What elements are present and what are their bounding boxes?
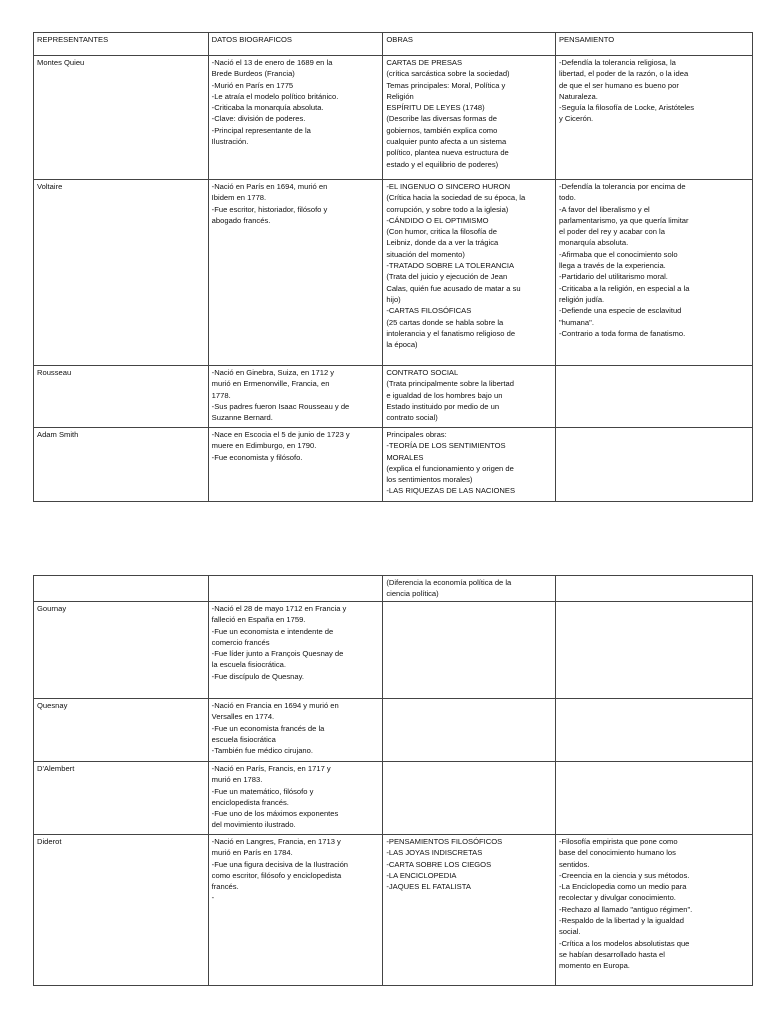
cell-line: e igualdad de los hombres bajo un: [386, 390, 503, 400]
cell-datos-biograficos: [208, 180, 383, 366]
table-row: [34, 428, 753, 502]
cell-line: (Diferencia la economía política de la: [386, 578, 512, 587]
cell-line: MORALES: [386, 452, 424, 462]
cell-obras: [383, 602, 556, 699]
cell-line: -Fue un economista francés de la: [211, 723, 325, 733]
cell-line: de que el ser humano es bueno por: [558, 80, 679, 90]
cell-line: -Nació en Ginebra, Suiza, en 1712 y: [211, 368, 335, 377]
cell-representante: Adam Smith: [34, 428, 209, 502]
cell-line: -Murió en París en 1775: [211, 80, 294, 90]
cell-pensamiento: [555, 366, 752, 428]
cell-line: -La Enciclopedia como un medio para: [558, 882, 687, 892]
cell-datos-biograficos: [208, 699, 383, 762]
cell-line: ESPÍRITU DE LEYES (1748): [386, 103, 485, 113]
cell-line: -Fue discípulo de Quesnay.: [211, 671, 304, 681]
cell-line: -Le atraía el modelo político británico.: [211, 91, 339, 101]
cell-line: estado y el equilibrio de poderes): [386, 159, 499, 169]
cell-line: -: [211, 893, 215, 903]
cell-pensamiento: [555, 762, 752, 835]
cell-line: parlamentarismo, ya que quería limitar: [558, 215, 689, 225]
cell-line: -Defendía la tolerancia por encima de: [558, 182, 686, 191]
cell-representante: Voltaire: [34, 180, 209, 366]
cell-datos-biograficos: [208, 835, 383, 986]
cell-line: -Afirmaba que el conocimiento solo: [558, 249, 678, 259]
table-row: [34, 56, 753, 180]
cell-line: -Nació el 28 de mayo 1712 en Francia y: [211, 604, 347, 613]
cell-line: -Creencia en la ciencia y sus métodos.: [558, 870, 690, 880]
cell-line: -Clave: división de poderes.: [211, 114, 306, 124]
cell-line: -CARTAS FILOSÓFICAS: [386, 306, 472, 316]
header-datos-biograficos: DATOS BIOGRAFICOS: [208, 33, 383, 56]
cell-line: Religión: [386, 91, 414, 101]
cell-obras: [383, 576, 556, 602]
cell-line: Estado instituido por medio de un: [386, 401, 500, 411]
cell-line: corrupción, y sobre todo a la iglesia): [386, 204, 509, 214]
cell-obras: [383, 180, 556, 366]
cell-line: -Fue un matemático, filósofo y: [211, 786, 314, 796]
cell-line: Temas principales: Moral, Política y: [386, 80, 506, 90]
cell-line: se habían desarrollado hasta el: [558, 949, 665, 959]
cell-datos-biograficos: [208, 576, 383, 602]
cell-datos-biograficos: [208, 366, 383, 428]
cell-obras: [383, 762, 556, 835]
cell-line: Calas, quién fue acusado de matar a su: [386, 283, 521, 293]
cell-line: -PENSAMIENTOS FILOSÓFICOS: [386, 837, 503, 846]
cell-line: 1778.: [211, 390, 231, 400]
cell-line: escuela fisiocrática: [211, 734, 276, 744]
cell-line: -Defendía la tolerancia religiosa, la: [558, 58, 676, 67]
cell-line: -CÁNDIDO O EL OPTIMISMO: [386, 215, 489, 225]
cell-line: -Nació en París en 1694, murió en: [211, 182, 328, 191]
cell-line: base del conocimiento humano los: [558, 848, 676, 858]
cell-line: muere en Edimburgo, en 1790.: [211, 441, 317, 451]
cell-line: murió en Ermenonville, Francia, en: [211, 379, 330, 389]
header-row: [34, 33, 753, 56]
cell-line: los sentimientos morales): [386, 475, 473, 485]
cell-line: -Fue una figura decisiva de la Ilustración: [211, 859, 349, 869]
cell-pensamiento: [555, 576, 752, 602]
table-representantes-continued: [33, 575, 753, 986]
cell-pensamiento: [555, 699, 752, 762]
cell-line: Ibidem en 1778.: [211, 193, 267, 203]
cell-line: -CARTA SOBRE LOS CIEGOS: [386, 859, 492, 869]
cell-line: "humana".: [558, 317, 594, 327]
cell-line: recolectar y divulgar conocimiento.: [558, 893, 676, 903]
cell-datos-biograficos: [208, 428, 383, 502]
cell-line: la época): [386, 340, 418, 350]
cell-representante: [34, 576, 209, 602]
cell-line: -Nació en Francia en 1694 y murió en: [211, 701, 339, 710]
cell-line: y Cicerón.: [558, 114, 594, 124]
cell-datos-biograficos: [208, 56, 383, 180]
cell-line: del movimiento ilustrado.: [211, 820, 296, 830]
table-row: [34, 366, 753, 428]
cell-line: Brede Burdeos (Francia): [211, 69, 295, 79]
header-representantes: REPRESENTANTES: [34, 33, 209, 56]
cell-pensamiento: [555, 602, 752, 699]
cell-line: -Principal representante de la: [211, 125, 311, 135]
cell-line: (crítica sarcástica sobre la sociedad): [386, 69, 510, 79]
cell-line: -LAS RIQUEZAS DE LAS NACIONES: [386, 486, 516, 496]
cell-line: -Partidario del utilitarismo moral.: [558, 272, 668, 282]
cell-line: murió en 1783.: [211, 775, 263, 785]
cell-line: abogado francés.: [211, 215, 271, 225]
cell-line: (Trata principalmente sobre la libertad: [386, 379, 514, 389]
table-row: [34, 699, 753, 762]
cell-representante: Quesnay: [34, 699, 209, 762]
cell-line: -JAQUES EL FATALISTA: [386, 882, 471, 892]
cell-obras: [383, 56, 556, 180]
cell-line: Leibniz, donde da a ver la trágica: [386, 238, 499, 248]
cell-datos-biograficos: [208, 602, 383, 699]
cell-obras: [383, 699, 556, 762]
cell-obras: [383, 428, 556, 502]
table-row: [34, 762, 753, 835]
cell-line: -LAS JOYAS INDISCRETAS: [386, 848, 483, 858]
cell-line: el poder del rey y acabar con la: [558, 227, 665, 237]
cell-line: -Sus padres fueron Isaac Rousseau y de: [211, 401, 350, 411]
cell-line: intolerancia y el fanatismo religioso de: [386, 328, 516, 338]
cell-line: libertad, el poder de la razón, o la idea: [558, 69, 689, 79]
cell-line: llega a través de la experiencia.: [558, 261, 666, 271]
cell-line: -Contrario a toda forma de fanatismo.: [558, 328, 686, 338]
cell-line: -Criticaba la monarquía absoluta.: [211, 103, 324, 113]
cell-representante: Rousseau: [34, 366, 209, 428]
cell-line: francés.: [211, 882, 239, 892]
cell-line: Suzanne Bernard.: [211, 413, 273, 423]
cell-line: falleció en España en 1759.: [211, 615, 306, 625]
cell-line: murió en París en 1784.: [211, 848, 293, 858]
cell-line: -Nació en París, Francis, en 1717 y: [211, 764, 331, 773]
cell-line: -Nace en Escocia el 5 de junio de 1723 y: [211, 430, 350, 439]
cell-line: -Respaldo de la libertad y la igualdad: [558, 916, 684, 926]
cell-line: todo.: [558, 193, 576, 203]
cell-obras: [383, 366, 556, 428]
cell-line: -Crítica a los modelos absolutistas que: [558, 938, 690, 948]
cell-line: -TEORÍA DE LOS SENTIMIENTOS: [386, 441, 506, 451]
cell-line: -Fue líder junto a François Quesnay de: [211, 649, 344, 659]
cell-line: -Fue escritor, historiador, filósofo y: [211, 204, 328, 214]
cell-line: -Defiende una especie de esclavitud: [558, 306, 682, 316]
cell-line: -Nació en Langres, Francia, en 1713 y: [211, 837, 341, 846]
cell-line: hijo): [386, 294, 401, 304]
cell-line: Versalles en 1774.: [211, 712, 275, 722]
cell-line: Principales obras:: [386, 430, 447, 439]
cell-line: religión judía.: [558, 294, 605, 304]
cell-pensamiento: [555, 180, 752, 366]
cell-line: (25 cartas donde se habla sobre la: [386, 317, 504, 327]
cell-line: (Trata del juicio y ejecución de Jean: [386, 272, 508, 282]
cell-line: -Criticaba a la religión, en especial a la: [558, 283, 690, 293]
cell-representante: Gournay: [34, 602, 209, 699]
cell-line: ciencia política): [386, 589, 439, 599]
cell-line: gobiernos, también explica como: [386, 125, 498, 135]
cell-line: cualquier punto afecta a un sistema: [386, 137, 507, 147]
cell-line: -Seguía la filosofía de Locke, Aristóteles: [558, 103, 695, 113]
cell-line: CONTRATO SOCIAL: [386, 368, 459, 377]
cell-pensamiento: [555, 835, 752, 986]
cell-line: CARTAS DE PRESAS: [386, 58, 463, 67]
cell-line: -Filosofía empirista que pone como: [558, 837, 678, 846]
cell-line: (Con humor, critica la filosofía de: [386, 227, 497, 237]
cell-representante: Montes Quieu: [34, 56, 209, 180]
cell-line: -Fue un economista e intendente de: [211, 626, 334, 636]
cell-line: -Rechazo al llamado "antiguo régimen".: [558, 904, 693, 914]
header-obras: OBRAS: [383, 33, 556, 56]
cell-line: como escritor, filósofo y enciclopedista: [211, 870, 342, 880]
header-pensamiento: PENSAMIENTO: [555, 33, 752, 56]
cell-line: momento en Europa.: [558, 961, 630, 971]
cell-pensamiento: [555, 428, 752, 502]
cell-line: -Fue economista y filósofo.: [211, 452, 303, 462]
cell-line: la escuela fisiocrática.: [211, 660, 286, 670]
cell-line: político, plantea nueva estructura de: [386, 148, 509, 158]
cell-line: -A favor del liberalismo y el: [558, 204, 650, 214]
cell-representante: Diderot: [34, 835, 209, 986]
table-row: [34, 576, 753, 602]
cell-line: (Crítica hacia la sociedad de su época, la: [386, 193, 526, 203]
cell-line: -EL INGENUO O SINCERO HURON: [386, 182, 511, 191]
cell-line: enciclopedista francés.: [211, 797, 289, 807]
cell-line: monarquía absoluta.: [558, 238, 629, 248]
cell-line: -LA ENCICLOPEDIA: [386, 870, 457, 880]
table-row: [34, 835, 753, 986]
cell-line: Naturaleza.: [558, 91, 598, 101]
cell-line: -Nació el 13 de enero de 1689 en la: [211, 58, 333, 67]
table-row: [34, 602, 753, 699]
cell-obras: [383, 835, 556, 986]
table-representantes: [33, 32, 753, 502]
cell-line: -También fue médico cirujano.: [211, 746, 313, 756]
cell-line: sentidos.: [558, 859, 590, 869]
cell-line: comercio francés: [211, 637, 270, 647]
cell-datos-biograficos: [208, 762, 383, 835]
cell-representante: D'Alembert: [34, 762, 209, 835]
cell-line: -Fue uno de los máximos exponentes: [211, 809, 339, 819]
cell-line: Ilustración.: [211, 137, 249, 147]
table-row: [34, 180, 753, 366]
cell-pensamiento: [555, 56, 752, 180]
cell-line: contrato social): [386, 413, 438, 423]
cell-line: situación del momento): [386, 249, 465, 259]
cell-line: (explica el funcionamiento y origen de: [386, 463, 514, 473]
cell-line: -TRATADO SOBRE LA TOLERANCIA: [386, 261, 515, 271]
cell-line: social.: [558, 927, 581, 937]
cell-line: (Describe las diversas formas de: [386, 114, 497, 124]
